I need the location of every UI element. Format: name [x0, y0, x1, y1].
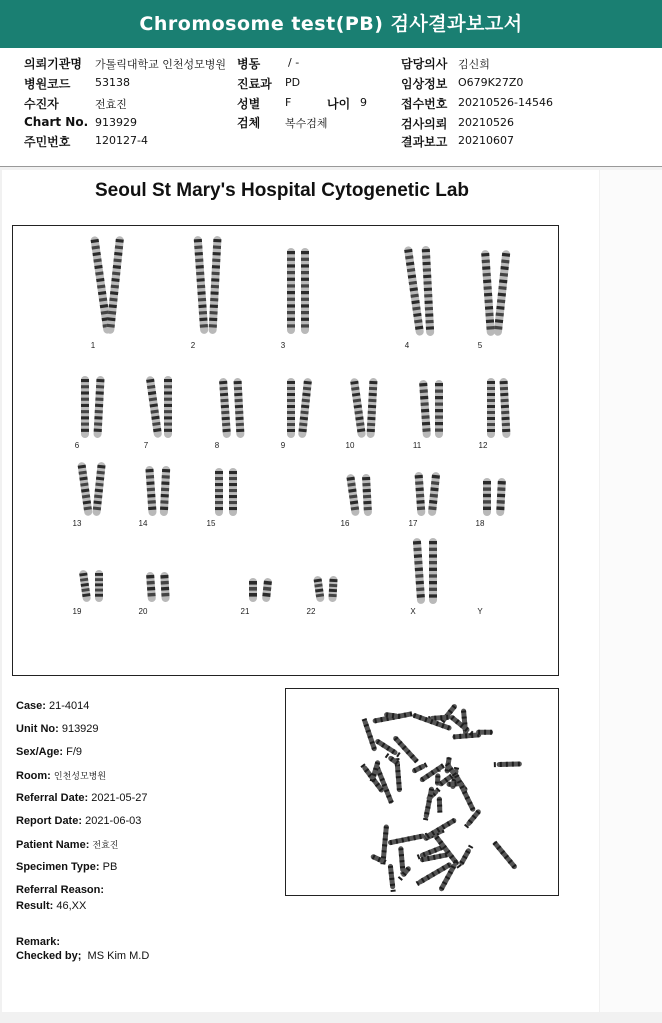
checked-by-row [16, 950, 149, 962]
chromosome-13 [92, 462, 106, 517]
metaphase-chromosome [388, 864, 396, 892]
chromosome-18 [496, 478, 506, 516]
case-label: Case: [16, 700, 46, 712]
metaphase-chromosome [388, 833, 428, 846]
checked-by-value: MS Kim M.D [87, 950, 150, 962]
chromosome-label-5: 5 [477, 341, 483, 350]
chromosome-label-6: 6 [74, 441, 80, 450]
metaphase-chromosome [411, 762, 428, 774]
chart-no-label: Chart No. [24, 115, 89, 129]
resident-no-label: 주민번호 [24, 135, 71, 149]
sexage-label: Sex/Age: [16, 746, 64, 758]
chromosome-6 [93, 376, 104, 438]
chromosome-21 [262, 578, 272, 603]
report-date-label-2: Report Date: [16, 815, 83, 827]
chromosome-3 [301, 248, 309, 334]
chromosome-11 [419, 380, 431, 438]
chromosome-8 [219, 378, 231, 438]
chromosome-label-1: 1 [90, 341, 96, 350]
metaphase-chromosome [449, 714, 474, 736]
specimen-label: 검체 [237, 116, 261, 130]
report-date-value: 20210607 [458, 134, 514, 147]
patient-value: 전효진 [95, 98, 127, 111]
chromosome-4 [422, 246, 435, 336]
chromosome-12 [487, 378, 495, 438]
chromosome-label-X: X [410, 607, 416, 616]
chromosome-22 [313, 576, 325, 603]
specimen-value: 복수검체 [285, 117, 328, 130]
chromosome-5 [481, 250, 495, 336]
chromosome-22 [328, 576, 337, 602]
case-value: 21-4014 [49, 700, 90, 712]
chromosome-6 [81, 376, 89, 438]
report-date-value-2: 2021-06-03 [85, 815, 142, 827]
chromosome-label-4: 4 [404, 341, 410, 350]
chromosome-label-7: 7 [143, 441, 149, 450]
chromosome-7 [146, 376, 163, 439]
specimen-type-value: PB [102, 861, 118, 873]
chromosome-label-12: 12 [478, 441, 488, 450]
metaphase-chromosome [423, 786, 434, 820]
metaphase-chromosome [494, 761, 522, 767]
institution-label: 의뢰기관명 [24, 57, 82, 71]
chromosome-14 [160, 466, 171, 516]
age-value: 9 [360, 96, 367, 109]
unit-label: Unit No: [16, 723, 59, 735]
chromosome-16 [362, 474, 372, 516]
chromosome-label-17: 17 [408, 519, 418, 528]
request-date-label: 검사의뢰 [401, 117, 448, 131]
unit-row [16, 723, 99, 735]
referral-date-label: Referral Date: [16, 792, 89, 804]
referral-reason-row [16, 884, 104, 896]
chromosome-label-18: 18 [475, 519, 485, 528]
chromosome-label-10: 10 [345, 441, 355, 450]
resident-no-value: 120127-4 [95, 134, 148, 147]
metaphase-spread-image [286, 689, 558, 895]
chromosome-label-14: 14 [138, 519, 148, 528]
chromosome-label-13: 13 [72, 519, 82, 528]
side-margin [600, 170, 662, 1012]
chromosome-17 [414, 472, 425, 516]
report-date-label: 결과보고 [401, 135, 448, 149]
sex-value: F [285, 96, 292, 109]
chromosome-label-Y: Y [477, 607, 483, 616]
report-title: Chromosome test(PB) 검사결과보고서 [139, 13, 523, 35]
report-date-row [16, 815, 141, 827]
metaphase-chromosome [476, 730, 493, 735]
chromosome-label-22: 22 [306, 607, 316, 616]
metaphase-chromosome [424, 817, 457, 839]
chart-no-value: 913929 [95, 116, 137, 129]
chromosome-8 [233, 378, 244, 438]
chromosome-label-20: 20 [138, 607, 148, 616]
ward-label: 병동 [237, 57, 261, 71]
specimen-type-label: Specimen Type: [16, 861, 100, 873]
chromosome-3 [287, 248, 295, 334]
result-label: Result: [16, 900, 54, 912]
result-row [16, 900, 86, 912]
remark-row [16, 936, 60, 948]
chromosome-9 [287, 378, 295, 438]
chromosome-1 [106, 236, 124, 334]
receipt-no-value: 20210526-14546 [458, 96, 553, 109]
specimen-type-row [16, 861, 117, 873]
lab-title: Seoul St Mary's Hospital Cytogenetic Lab [94, 180, 470, 201]
chromosome-label-11: 11 [412, 441, 422, 450]
chromosome-7 [164, 376, 172, 438]
patient-info-panel [0, 48, 662, 167]
chromosome-17 [428, 472, 441, 517]
clinical-info-label: 임상정보 [401, 77, 448, 91]
metaphase-chromosome [454, 774, 476, 812]
karyotype-panel [12, 225, 559, 676]
room-value: 인천성모병원 [53, 771, 107, 781]
room-label: Room: [16, 770, 51, 782]
chromosome-label-15: 15 [206, 519, 216, 528]
chromosome-2 [208, 236, 221, 334]
hospital-code-label: 병원코드 [24, 77, 71, 91]
chromosome-14 [145, 466, 156, 516]
chromosome-label-3: 3 [280, 341, 286, 350]
age-label: 나이 [327, 97, 351, 111]
referral-date-value: 2021-05-27 [91, 792, 148, 804]
chromosome-10 [350, 378, 366, 439]
ward-value: / - [288, 56, 300, 69]
chromosome-X [413, 538, 426, 604]
chromosome-18 [483, 478, 491, 516]
metaphase-chromosome [492, 840, 518, 870]
chromosome-15 [215, 468, 223, 516]
sexage-value: F/9 [66, 746, 83, 758]
chromosome-19 [79, 570, 91, 603]
chromosome-X [429, 538, 437, 604]
case-row [16, 700, 89, 712]
chromosome-9 [298, 378, 312, 439]
dept-label: 진료과 [237, 77, 272, 91]
patient-name-label: Patient Name: [16, 839, 90, 851]
request-date-value: 20210526 [458, 116, 514, 129]
cytogenetic-report [2, 170, 599, 1012]
referral-date-row [16, 792, 147, 804]
metaphase-chromosome [437, 797, 443, 813]
chromosome-label-19: 19 [72, 607, 82, 616]
chromosome-11 [435, 380, 443, 438]
doctor-value: 김신희 [458, 58, 490, 71]
chromosome-13 [77, 462, 92, 517]
checked-by-label: Checked by; [16, 950, 82, 962]
patient-name-row [16, 838, 119, 851]
sexage-row [16, 746, 82, 758]
chromosome-label-21: 21 [240, 607, 250, 616]
chromosome-2 [194, 236, 209, 334]
chromosome-label-9: 9 [280, 441, 286, 450]
doctor-label: 담당의사 [401, 57, 448, 71]
chromosome-12 [499, 378, 510, 438]
chromosome-label-16: 16 [340, 519, 350, 528]
clinical-info-value: O679K27Z0 [458, 76, 524, 89]
receipt-no-label: 접수번호 [401, 97, 448, 111]
patient-name-value: 전효진 [92, 840, 119, 850]
chromosome-5 [494, 250, 511, 336]
chromosome-21 [249, 578, 257, 602]
room-row [16, 769, 106, 782]
chromosome-20 [160, 572, 170, 602]
patient-label: 수진자 [24, 97, 59, 111]
hospital-code-value: 53138 [95, 76, 130, 89]
chromosome-label-8: 8 [214, 441, 220, 450]
chromosome-16 [346, 474, 360, 517]
referral-reason-label: Referral Reason: [16, 884, 105, 896]
chromosome-19 [95, 570, 103, 602]
dept-value: PD [285, 76, 301, 89]
chromosome-label-2: 2 [190, 341, 196, 350]
result-value: 46,XX [56, 900, 87, 912]
metaphase-chromosome [458, 845, 473, 867]
institution-value: 가톨릭대학교 인천성모병원 [95, 58, 227, 71]
chromosome-20 [146, 572, 156, 602]
sex-label: 성별 [237, 97, 261, 111]
unit-value: 913929 [61, 723, 99, 735]
remark-label: Remark: [16, 936, 61, 948]
report-header [0, 0, 662, 48]
chromosome-15 [229, 468, 237, 516]
metaphase-panel [285, 688, 559, 896]
chromosome-4 [404, 246, 424, 336]
chromosome-10 [366, 378, 377, 438]
